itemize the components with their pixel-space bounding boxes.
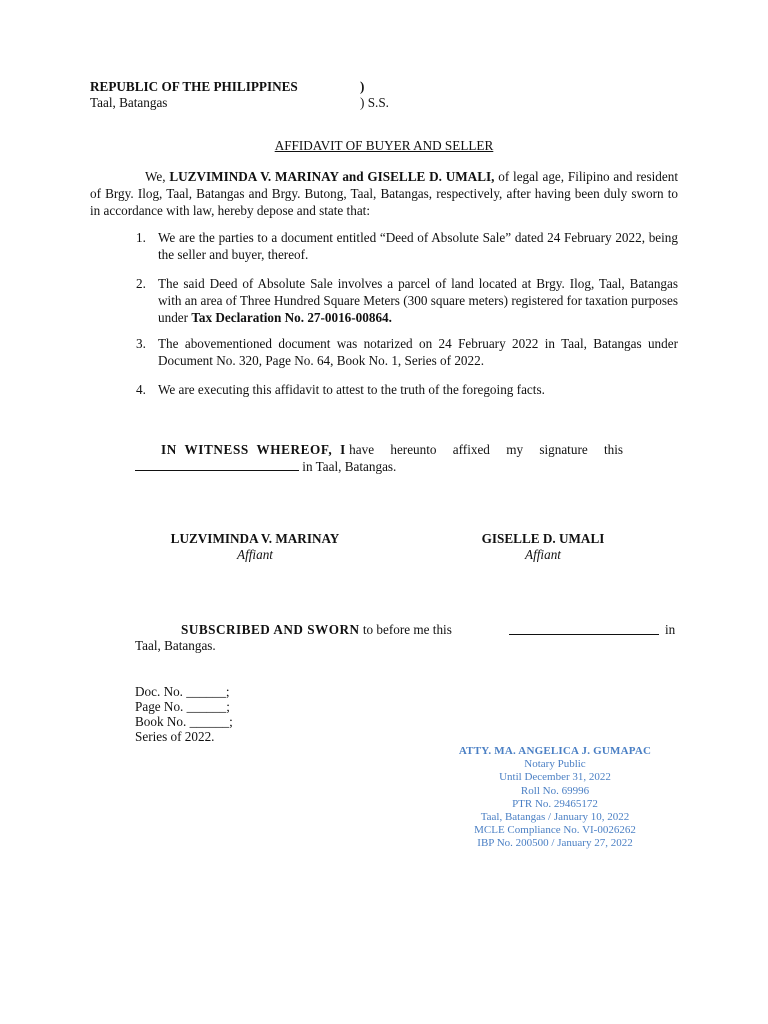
venue-ss: ) S.S. — [360, 95, 389, 110]
republic-heading: REPUBLIC OF THE PHILIPPINES — [90, 79, 298, 94]
intro-rest: of legal age, Filipino and resident of Brgy. Ilog, Taal, Batangas and Brgy. Butong, Taal, Batangas, respectively, after having been duly sworn to in accordance with law, hereby depose and state that: — [90, 169, 679, 218]
item-text-main: The said Deed of Absolute Sale involves a parcel of land located at Brgy. Ilog, Taal, Batangas with an area of Three Hundred Square Meters (300 square meters) registered for taxation purposes under — [158, 276, 678, 325]
jurat-bold: SUBSCRIBED AND SWORN — [181, 622, 360, 637]
witness-text: have hereunto affixed my signature this — [349, 442, 624, 457]
intro-paragraph — [90, 168, 678, 219]
witness-bold: IN WITNESS WHEREOF, I — [161, 442, 346, 457]
intro-names: LUZVIMINDA V. MARINAY and GISELLE D. UMALI, — [169, 169, 495, 184]
jurat-date-blank[interactable] — [509, 622, 659, 635]
notary-stamp — [450, 745, 660, 851]
witness-tail: in Taal, Batangas. — [302, 459, 397, 474]
intro-we: We, — [145, 169, 166, 184]
item-number: 1. — [136, 230, 146, 245]
item-text — [158, 275, 678, 326]
item-text: We are executing this affidavit to attest to the truth of the foregoing facts. — [158, 382, 545, 397]
signatory-2-role: Affiant — [525, 547, 561, 562]
item-text: The abovementioned document was notarized on 24 February 2022 in Taal, Batangas under Document No. 320, Page No. 64, Book No. 1, Series of 2022. — [158, 336, 678, 368]
jurat-text: to before me this — [362, 622, 452, 637]
notary-ptr: PTR No. 29465172 — [512, 797, 598, 810]
notary-title: Notary Public — [524, 758, 586, 771]
signatory-2-name: GISELLE D. UMALI — [481, 531, 605, 546]
item-number: 3. — [136, 336, 146, 351]
item-number: 4. — [136, 382, 146, 397]
notary-commission: Until December 31, 2022 — [499, 771, 611, 784]
jurat-line — [181, 622, 452, 638]
notary-name: ATTY. MA. ANGELICA J. GUMAPAC — [458, 745, 652, 757]
signatory-1-name: LUZVIMINDA V. MARINAY — [170, 531, 340, 546]
document-title-text: AFFIDAVIT OF BUYER AND SELLER — [274, 138, 494, 153]
notary-ibp: IBP No. 200500 / January 27, 2022 — [477, 837, 633, 850]
venue-paren: ) — [360, 79, 365, 94]
jurat-in: in — [665, 622, 676, 637]
item-number: 2. — [136, 276, 146, 291]
page-no: Page No. ______; — [135, 699, 230, 714]
doc-no: Doc. No. ______; — [135, 684, 230, 699]
signature-date-blank[interactable] — [135, 458, 299, 471]
notary-roll: Roll No. 69996 — [520, 784, 590, 797]
signatory-1-role: Affiant — [237, 547, 273, 562]
series: Series of 2022. — [135, 729, 215, 744]
item-text: We are the parties to a document entitled “Deed of Absolute Sale” dated 24 February 2022, being the seller and buyer, thereof. — [158, 230, 678, 262]
jurat-tail: Taal, Batangas. — [135, 638, 216, 653]
witness-clause — [135, 441, 678, 475]
notary-mcle: MCLE Compliance No. VI-0026262 — [474, 824, 636, 837]
venue-place: Taal, Batangas — [90, 95, 168, 110]
tax-declaration: Tax Declaration No. 27-0016-00864. — [191, 310, 392, 325]
notary-place-date: Taal, Batangas / January 10, 2022 — [480, 811, 630, 824]
document-title — [0, 138, 768, 154]
book-no: Book No. ______; — [135, 714, 233, 729]
